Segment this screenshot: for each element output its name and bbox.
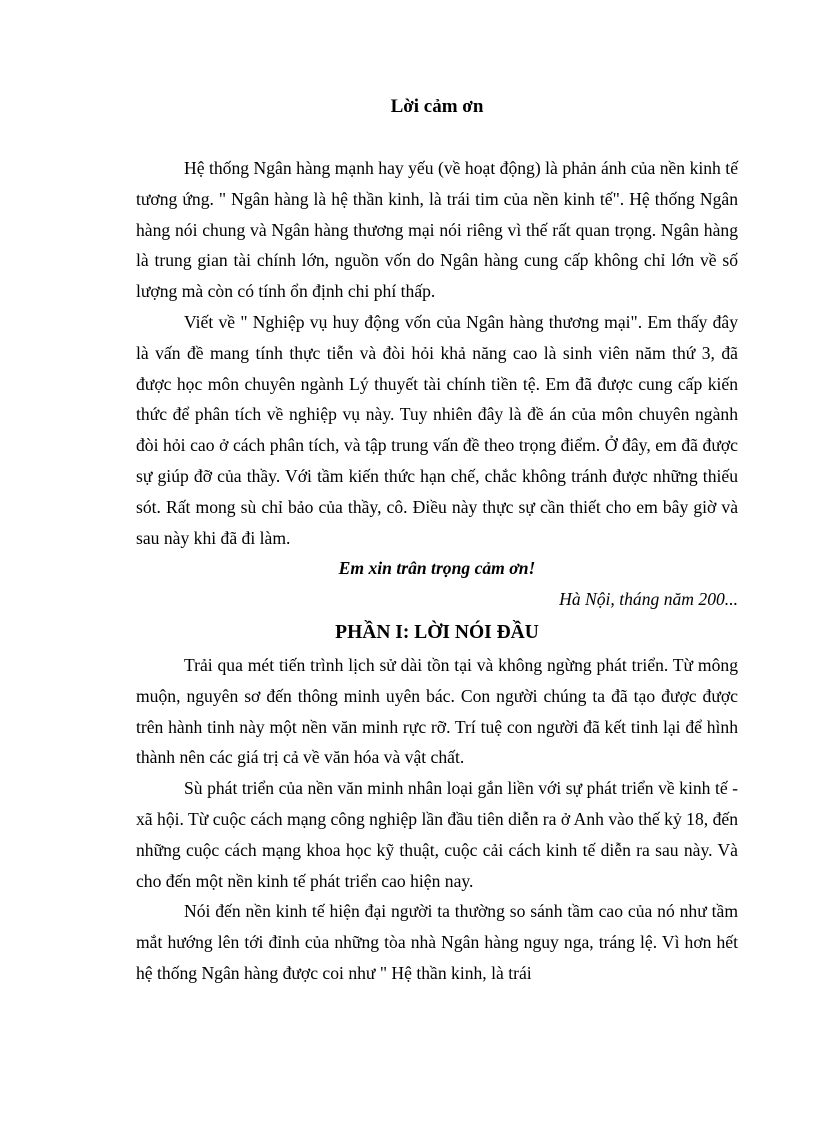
place-date-line: Hà Nội, tháng năm 200... bbox=[559, 589, 738, 610]
part-one-paragraph-2: Sù phát triển của nền văn minh nhân loại gắn liền với sự phát triển về kinh tế - xã hội. Từ cuộc cách mạng công nghiệp lần đầu tiên diễn ra ở Anh vào thế kỷ 18, đến những cuộc cách mạng khoa học kỹ thuật, cuộc cải cách kinh tế diễn ra sau này. Và cho đến một nền kinh tế phát triển cao hiện nay. bbox=[136, 778, 738, 891]
part-one-paragraph-3: Nói đến nền kinh tế hiện đại người ta thường so sánh tầm cao của nó như tầm mắt hướng lên tới đỉnh của những tòa nhà Ngân hàng nguy nga, tráng lệ. Vì hơn hết hệ thống Ngân hàng được coi như " Hệ thần kinh, là trái bbox=[136, 901, 738, 983]
part-one-paragraph-1: Trải qua mét tiến trình lịch sử dài tồn tại và không ngừng phát triển. Từ mông muộn, nguyên sơ đến thông minh uyên bác. Con người chúng ta đã tạo được được trên hành tinh này một nền văn minh rực rỡ. Trí tuệ con người đã kết tinh lại để hình thành nên các giá trị cả về văn hóa và vật chất. bbox=[136, 654, 738, 768]
acknowledgement-paragraph-2: Viết về " Nghiệp vụ huy động vốn của Ngân hàng thương mại". Em thấy đây là vấn đề mang tính thực tiễn và đòi hỏi khả năng cao là sinh viên năm thứ 3, đã được học môn chuyên ngành Lý thuyết tài chính tiền tệ. Em đã được cung cấp kiến thức để phân tích về nghiệp vụ này. Tuy nhiên đây là đề án của môn chuyên ngành đòi hỏi cao ở cách phân tích, và tập trung vấn đề theo trọng điểm. Ở đây, em đã được sự giúp đỡ của thầy. Với tầm kiến thức hạn chế, chắc không tránh được những thiếu sót. Rất mong sù chỉ bảo của thầy, cô. Điều này thực sự cần thiết cho em bây giờ và sau này khi đã đi làm. bbox=[136, 311, 738, 548]
acknowledgement-paragraph-1: Hệ thống Ngân hàng mạnh hay yếu (về hoạt động) là phản ánh của nền kinh tế tương ứng. " Ngân hàng là hệ thần kinh, là trái tim của nền kinh tế". Hệ thống Ngân hàng nói chung và Ngân hàng thương mại nói riêng vì thế rất quan trọng. Ngân hàng là trung gian tài chính lớn, nguồn vốn do Ngân hàng cung cấp không chỉ lớn về số lượng mà còn có tính ổn định chi phí thấp. bbox=[136, 158, 738, 302]
thanks-line: Em xin trân trọng cảm ơn! bbox=[338, 558, 536, 579]
acknowledgement-title: Lời cảm ơn bbox=[390, 96, 484, 117]
part-one-heading: PHẦN I: LỜI NÓI ĐẦU bbox=[335, 621, 539, 643]
document-page bbox=[136, 92, 738, 989]
